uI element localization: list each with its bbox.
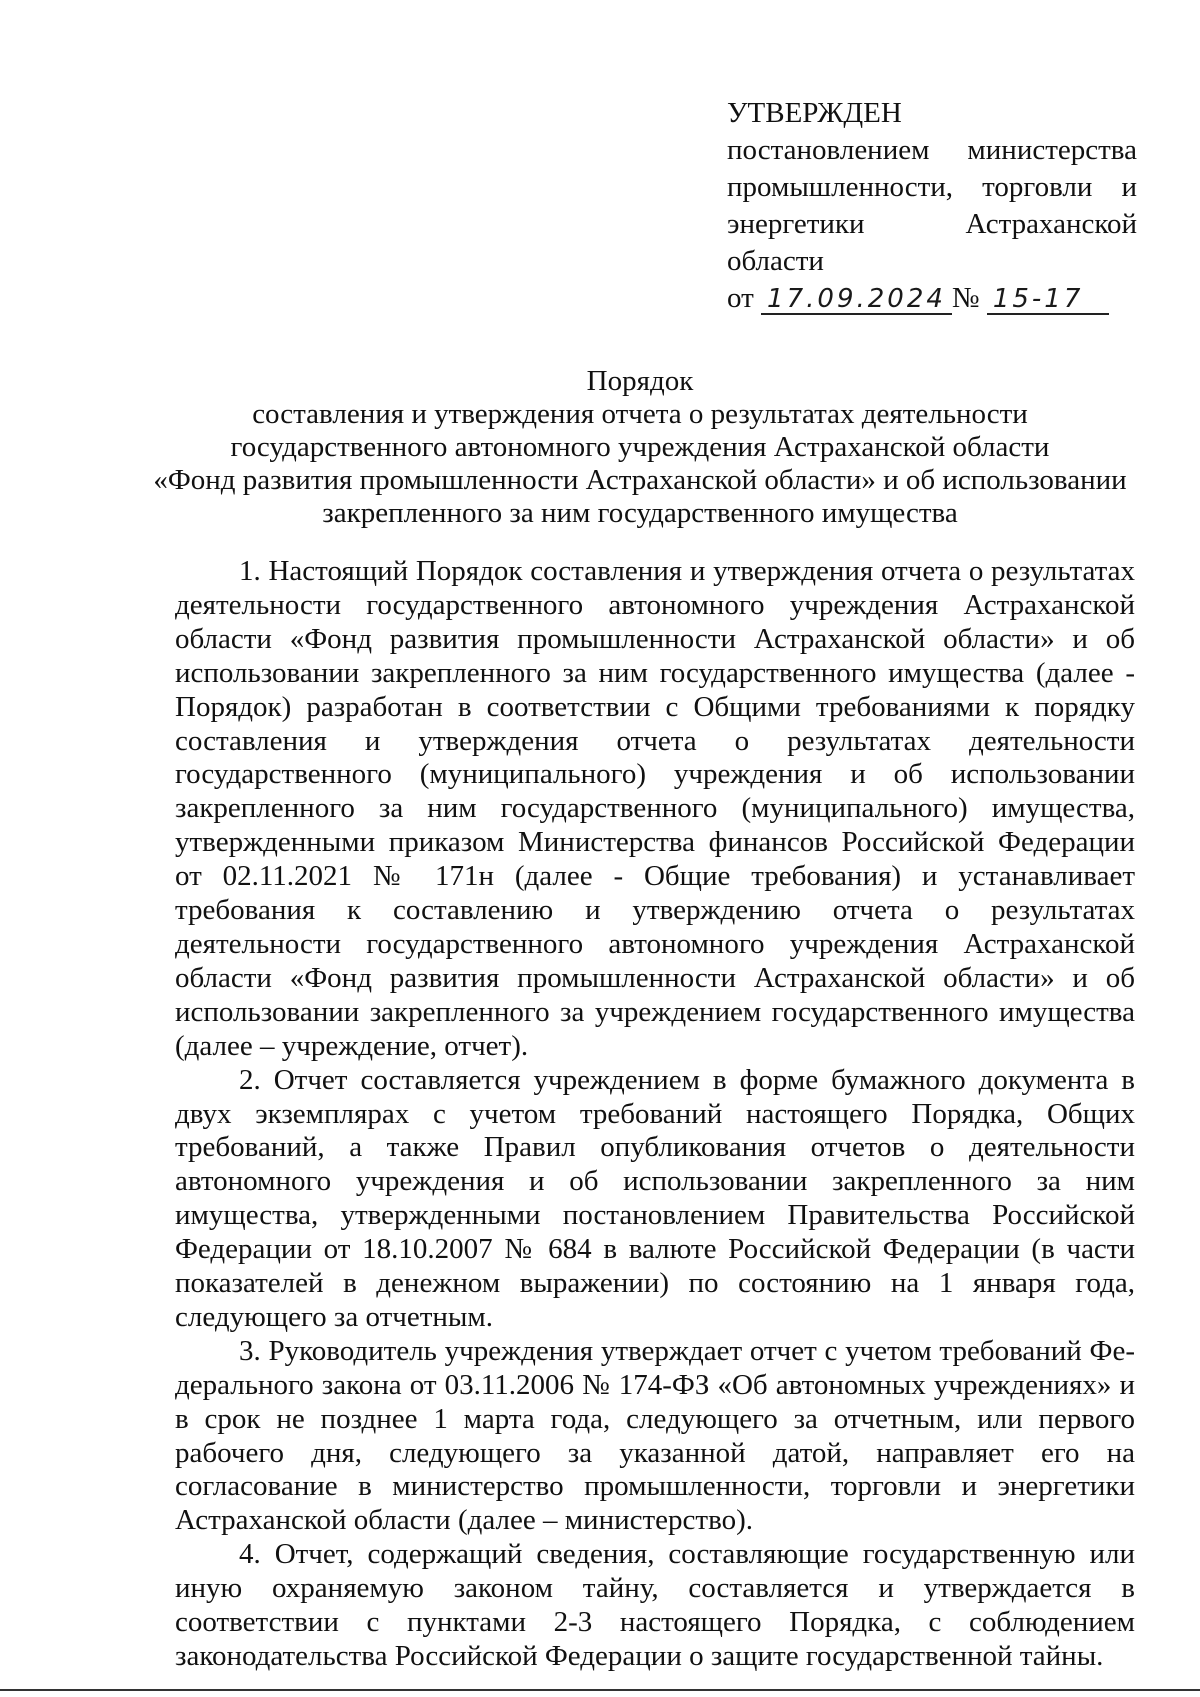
footer-divider	[0, 1689, 1200, 1691]
title-line-3: государственного автономного учреждения Астраханской области	[230, 431, 1050, 463]
approval-date-line	[727, 280, 1137, 317]
paragraph-2: 2. Отчет составляется учреждением в форме бумажного документа в двух экземплярах с учетом требований настоящего Порядка, Общих требований, а также Правил опубликования отчетов о деятельности автономного учреждения и об использовании закрепленного за ним имущества, утвержденными постановлением Правительства Российской Федерации от 18.10.2007 № 684 в валюте Российской Федерации (в части показателей в денежном выражении) по состоянию на 1 января года, следующего за отчетным.	[175, 1063, 1135, 1333]
approval-line-3: энергетики Астраханской области	[727, 208, 1137, 277]
number-sign: №	[951, 282, 980, 314]
paragraph-4: 4. Отчет, содержащий сведения, составляющие государственную или иную охраняемую законом тайну, составляется и утверждается в соответствии с пунктами 2-3 настоящего Порядка, с соблюдением законодательства Российской Федерации о защите государственной тайны.	[175, 1538, 1135, 1672]
title-line-1: Порядок	[586, 365, 694, 397]
date-prefix: от	[727, 282, 754, 314]
approval-block	[727, 95, 1137, 317]
approval-line-1: постановлением министерства	[727, 134, 1137, 166]
paragraph-3: 3. Руководитель учреждения утверждает отчет с учетом требований Федерального закона от 03.11.2006 № 174-ФЗ «Об автономных учреждениях» и в срок не позднее 1 марта года, следующего за отчетным, или первого рабочего дня, следующего за указанной датой, направляет его на согласование в министерство промышленности, торговли и энергетики Астраханской области (далее – министерство).	[175, 1334, 1135, 1537]
approval-heading: УТВЕРЖДЕН	[727, 97, 902, 129]
title-line-2: составления и утверждения отчета о результатах деятельности	[252, 398, 1028, 430]
paragraph-1: 1. Настоящий Порядок составления и утверждения отчета о результатах деятельности государственного автономного учреждения Астраханской области «Фонд развития промышленности Астраханской области» и об использовании закрепленного за ним государственного имущества (далее - Порядок) разработан в соответствии с Общими требованиями к порядку составления и утверждения отчета о результатах деятельности государственного (муниципального) учреждения и об использовании закрепленного за ним государственного (муниципального) имущества, утвержденными приказом Министерства финансов Российской Федерации от 02.11.2021 № 171н (далее - Общие требования) и устанавливает требования к составлению и утверждению отчета о результатах деятельности государственного автономного учреждения Астраханской области «Фонд развития промышленности Астраханской области» и об использовании закрепленного за учреждением государственного имущества (далее – учреждение, отчет).	[175, 555, 1135, 1062]
handwritten-number: 15-17	[987, 285, 1109, 315]
title-line-5: закрепленного за ним государственного имущества	[322, 497, 958, 529]
title-line-4: «Фонд развития промышленности Астраханской области» и об использовании	[153, 464, 1127, 496]
document-title	[150, 365, 1130, 530]
document-body	[175, 555, 1135, 1674]
approval-line-2: промышленности, торговли и	[727, 171, 1137, 203]
handwritten-date: 17.09.2024	[761, 285, 952, 315]
